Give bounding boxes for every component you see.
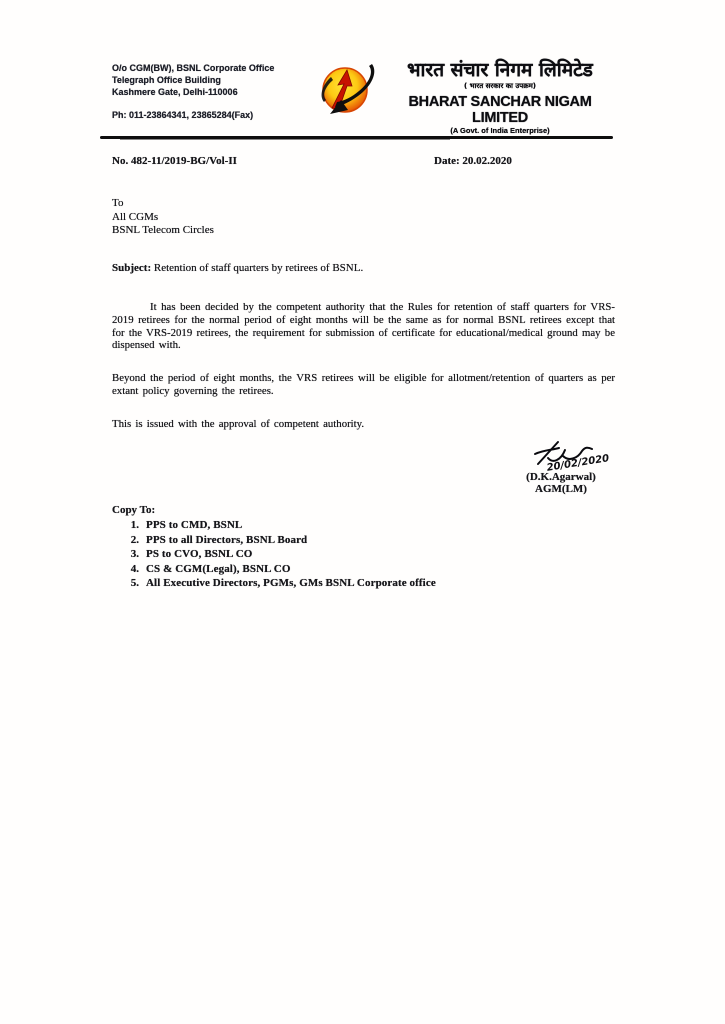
sender-address-line3: Kashmere Gate, Delhi-110006 <box>112 87 238 97</box>
copy-to-item: 5. All Executive Directors, PGMs, GMs BSNL Corporate office <box>142 576 532 591</box>
bsnl-logo-icon <box>314 58 380 124</box>
sender-address-line2: Telegraph Office Building <box>112 75 221 85</box>
header-divider-rule <box>100 136 613 139</box>
copy-to-item: 1. PPS to CMD, BSNL <box>142 518 532 533</box>
body-paragraph-3: This is issued with the approval of competent authority. <box>112 418 365 430</box>
copy-to-block <box>112 504 532 591</box>
body-paragraph-2: Beyond the period of eight months, the VRS retirees will be eligible for allotment/retention of quarters as per extant policy governing the retirees. <box>112 372 615 397</box>
sender-address-line1: O/o CGM(BW), BSNL Corporate Office <box>112 63 275 73</box>
subject-line <box>112 262 363 274</box>
company-header <box>383 58 617 136</box>
copy-to-list <box>142 518 532 591</box>
company-tagline-english: (A Govt. of India Enterprise) <box>450 126 550 135</box>
copy-to-item: 4. CS & CGM(Legal), BSNL CO <box>142 562 532 577</box>
reference-number: No. 482-11/2019-BG/Vol-II <box>112 155 237 167</box>
addressee-line2: BSNL Telecom Circles <box>112 224 214 236</box>
addressee-block <box>112 197 214 238</box>
copy-to-item: 3. PS to CVO, BSNL CO <box>142 547 532 562</box>
addressee-salutation: To <box>112 197 124 209</box>
letter-date: Date: 20.02.2020 <box>434 155 512 167</box>
signatory-name: (D.K.Agarwal) <box>526 471 596 483</box>
company-tagline-hindi: ( भारत सरकार का उपक्रम) <box>464 82 536 90</box>
subject-text: Retention of staff quarters by retirees of BSNL. <box>151 262 364 274</box>
reference-row <box>112 155 615 167</box>
sender-address <box>112 62 274 98</box>
copy-to-item: 2. PPS to all Directors, BSNL Board <box>142 533 532 548</box>
subject-label: Subject: <box>112 262 152 274</box>
signature-block <box>498 438 624 495</box>
addressee-line1: All CGMs <box>112 210 159 223</box>
body-paragraph-1: It has been decided by the competent authority that the Rules for retention of staff quarters for VRS-2019 retirees for the normal period of eight months will be the same as for normal BSNL retirees except that for the VRS-2019 retirees, the requirement for submission of certificate for educational/medical ground may be dispensed with. <box>112 301 615 352</box>
company-name-hindi: भारत संचार निगम लिमिटेड <box>407 59 593 81</box>
handwritten-date: 20/02/2020 <box>546 453 610 474</box>
signatory-designation: AGM(LM) <box>535 483 587 495</box>
copy-to-label: Copy To: <box>112 504 156 516</box>
sender-phone: Ph: 011-23864341, 23865284(Fax) <box>112 110 254 120</box>
company-name-english: BHARAT SANCHAR NIGAM LIMITED <box>408 94 592 126</box>
